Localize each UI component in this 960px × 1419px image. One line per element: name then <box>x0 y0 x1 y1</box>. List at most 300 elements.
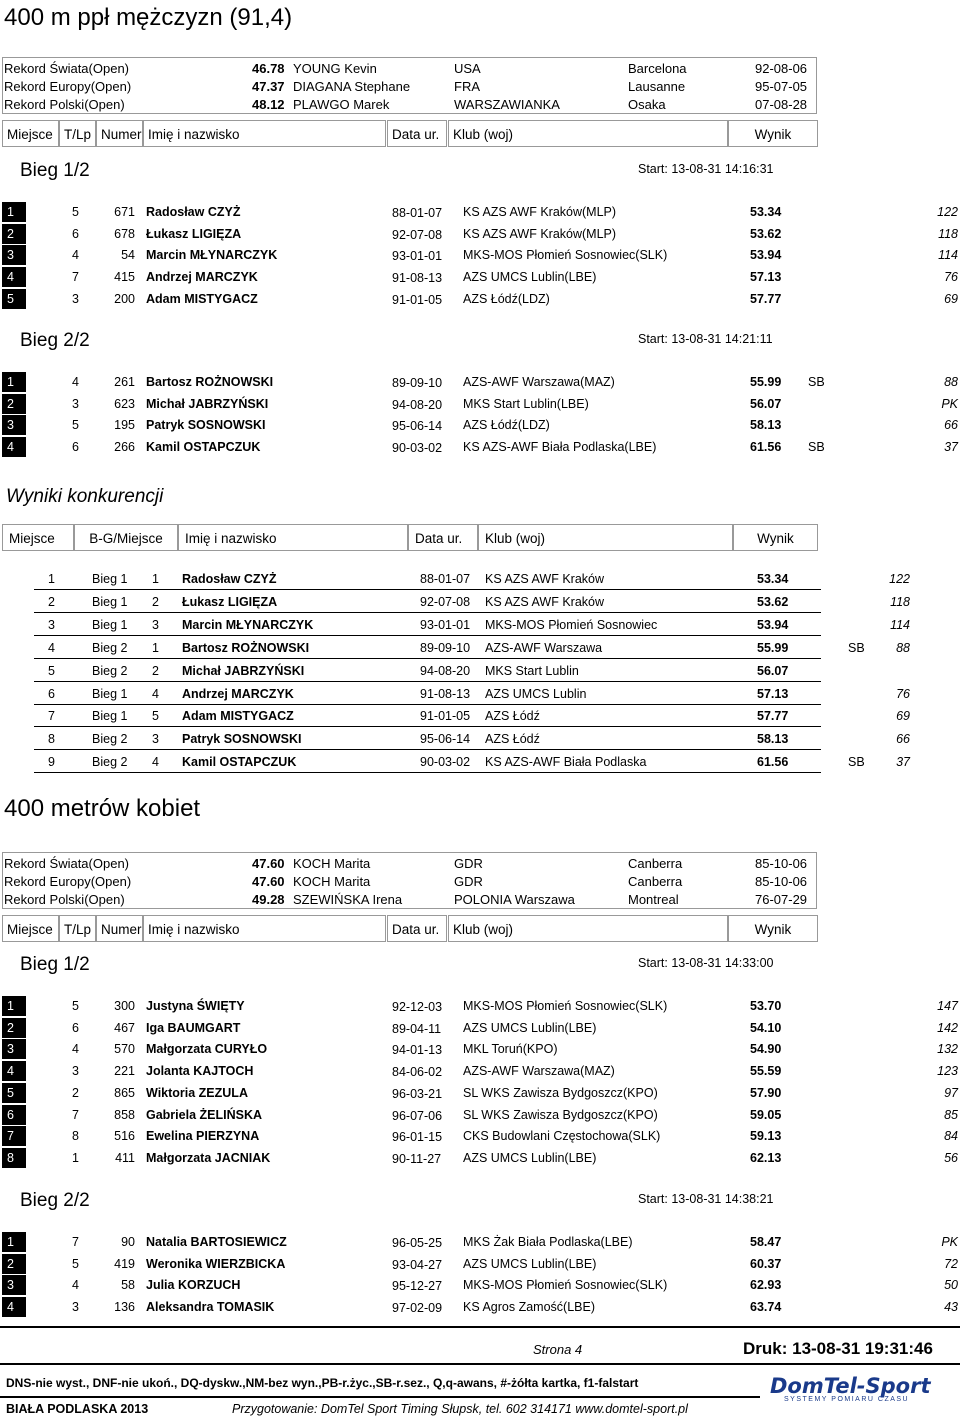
result: 59.13 <box>750 1129 782 1144</box>
points: 123 <box>937 1064 958 1079</box>
lane: 3 <box>72 1300 79 1315</box>
header-club: Klub (woj) <box>478 524 733 551</box>
club: AZS UMCS Lublin(LBE) <box>463 1150 597 1165</box>
header-name: Imię i nazwisko <box>143 915 386 942</box>
record-date: 07-08-28 <box>755 97 808 112</box>
result: 54.10 <box>750 1020 782 1035</box>
club: AZS Łódź <box>485 732 540 747</box>
birth-date: 95-06-14 <box>420 732 471 747</box>
bib-number: 200 <box>114 291 135 306</box>
bib-number: 261 <box>114 375 135 389</box>
result-note: SB <box>808 440 825 455</box>
record-label: Rekord Świata(Open) <box>4 61 129 76</box>
club: MKS Start Lublin <box>485 663 579 678</box>
record-result: 48.12 <box>252 97 285 112</box>
result: 58.13 <box>750 418 782 433</box>
row-rule <box>34 749 821 750</box>
points: 37 <box>896 755 910 770</box>
heat-place: 4 <box>152 755 159 770</box>
competition-results-title: Wyniki konkurencji <box>6 486 164 507</box>
club: KS AZS AWF Kraków(MLP) <box>463 205 617 219</box>
club: KS AZS AWF Kraków <box>485 594 605 609</box>
athlete-name: Patryk SOSNOWSKI <box>182 732 302 747</box>
bib-number: 266 <box>114 440 135 455</box>
lane: 5 <box>72 999 79 1013</box>
result: 61.56 <box>750 440 782 455</box>
birth-date: 91-08-13 <box>392 271 443 286</box>
result: 55.99 <box>757 640 789 655</box>
birth-date: 91-01-05 <box>392 292 443 307</box>
place-badge: 8 <box>2 1148 26 1168</box>
place-badge: 2 <box>2 224 26 244</box>
place-badge: 4 <box>2 1297 26 1317</box>
result: 53.34 <box>750 205 782 219</box>
heat-start-time: Start: 13-08-31 14:38:21 <box>638 1192 774 1206</box>
header-dob: Data ur. <box>387 120 447 147</box>
place-badge: 3 <box>2 1039 26 1059</box>
preparation-credit: Przygotowanie: DomTel Sport Timing Słupsk, tel. 602 314171 www.domtel-sport.pl <box>232 1402 688 1416</box>
row-rule <box>34 658 821 659</box>
birth-date: 88-01-07 <box>420 572 471 586</box>
athlete-name: Adam MISTYGACZ <box>146 291 258 306</box>
birth-date: 93-01-01 <box>420 617 471 632</box>
record-label: Rekord Świata(Open) <box>4 856 129 871</box>
birth-date: 96-03-21 <box>392 1086 443 1101</box>
heat-place: 1 <box>152 572 159 586</box>
header-result: Wynik <box>728 120 818 147</box>
record-date: 85-10-06 <box>755 874 808 889</box>
athlete-name: Gabriela ŻELIŃSKA <box>146 1107 262 1122</box>
row-rule <box>34 589 821 590</box>
record-date: 95-07-05 <box>755 79 808 94</box>
heat-name: Bieg 2 <box>92 640 128 655</box>
lane: 3 <box>72 396 79 411</box>
birth-date: 92-12-03 <box>392 1000 443 1014</box>
record-date: 76-07-29 <box>755 892 808 907</box>
lane: 4 <box>72 248 79 263</box>
result-note: SB <box>848 640 865 655</box>
result: 53.70 <box>750 999 782 1013</box>
header-heat-place: B-G/Miejsce <box>74 524 178 551</box>
points: 147 <box>937 999 958 1013</box>
heat-title: Bieg 1/2 <box>20 954 90 975</box>
row-rule <box>34 726 821 727</box>
birth-date: 96-07-06 <box>392 1108 443 1123</box>
bib-number: 865 <box>114 1085 135 1100</box>
club: AZS Łódź(LDZ) <box>463 418 550 433</box>
place-badge: 3 <box>2 1275 26 1295</box>
place: 3 <box>48 617 55 632</box>
heat-name: Bieg 2 <box>92 755 128 770</box>
result: 62.93 <box>750 1278 782 1293</box>
birth-date: 95-06-14 <box>392 419 443 434</box>
bib-number: 419 <box>114 1256 135 1271</box>
heat-place: 3 <box>152 617 159 632</box>
row-rule <box>34 772 821 773</box>
points: PK <box>941 396 958 411</box>
result: 55.99 <box>750 375 782 389</box>
bib-number: 300 <box>114 999 135 1013</box>
birth-date: 93-01-01 <box>392 249 443 264</box>
bib-number: 858 <box>114 1107 135 1122</box>
record-country: POLONIA Warszawa <box>454 892 575 907</box>
record-city: Montreal <box>628 892 679 907</box>
place-badge: 6 <box>2 1105 26 1125</box>
points: 50 <box>944 1278 958 1293</box>
lane: 3 <box>72 291 79 306</box>
athlete-name: Michał JABRZYŃSKI <box>182 663 305 678</box>
record-name: PLAWGO Marek <box>293 97 390 112</box>
points: 56 <box>944 1150 958 1165</box>
result: 57.77 <box>757 709 789 724</box>
place-badge: 1 <box>2 372 26 392</box>
points: 132 <box>937 1042 958 1057</box>
club: MKS Żak Biała Podlaska(LBE) <box>463 1235 633 1249</box>
heat-start-time: Start: 13-08-31 14:33:00 <box>638 956 774 970</box>
place-badge: 2 <box>2 394 26 414</box>
points: 66 <box>944 418 958 433</box>
athlete-name: Andrzej MARCZYK <box>182 686 294 701</box>
bib-number: 90 <box>121 1235 135 1249</box>
heat-place: 2 <box>152 594 159 609</box>
place-badge: 1 <box>2 202 26 222</box>
record-city: Canberra <box>628 856 683 871</box>
place-badge: 2 <box>2 1254 26 1274</box>
record-date: 85-10-06 <box>755 856 808 871</box>
bib-number: 678 <box>114 226 135 241</box>
row-rule <box>34 635 821 636</box>
points: 69 <box>896 709 910 724</box>
athlete-name: Michał JABRZYŃSKI <box>146 396 269 411</box>
result: 57.77 <box>750 291 782 306</box>
record-name: KOCH Marita <box>293 856 371 871</box>
birth-date: 92-07-08 <box>420 594 471 609</box>
athlete-name: Jolanta KAJTOCH <box>146 1064 254 1079</box>
result: 53.94 <box>750 248 782 263</box>
result: 61.56 <box>757 755 789 770</box>
row-rule <box>34 704 821 705</box>
athlete-name: Kamil OSTAPCZUK <box>182 755 297 770</box>
record-label: Rekord Polski(Open) <box>4 892 125 907</box>
record-result: 47.60 <box>252 874 285 889</box>
place: 4 <box>48 640 55 655</box>
club: MKS-MOS Płomień Sosnowiec(SLK) <box>463 999 668 1013</box>
club: CKS Budowlani Częstochowa(SLK) <box>463 1129 661 1144</box>
club: AZS Łódź <box>485 709 540 724</box>
result: 63.74 <box>750 1300 782 1315</box>
place: 8 <box>48 732 55 747</box>
lane: 3 <box>72 1064 79 1079</box>
lane: 4 <box>72 1278 79 1293</box>
header-number: Numer <box>96 120 143 147</box>
heat-name: Bieg 1 <box>92 686 128 701</box>
club: AZS Łódź(LDZ) <box>463 291 550 306</box>
points: PK <box>941 1235 958 1249</box>
lane: 6 <box>72 1020 79 1035</box>
result: 58.13 <box>757 732 789 747</box>
footer-rule-top <box>0 1326 960 1328</box>
points: 122 <box>889 572 910 586</box>
bib-number: 467 <box>114 1020 135 1035</box>
club: MKL Toruń(KPO) <box>463 1042 558 1057</box>
header-place: Miejsce <box>2 524 74 551</box>
club: KS AZS AWF Kraków(MLP) <box>463 226 617 241</box>
result: 58.47 <box>750 1235 782 1249</box>
record-city: Barcelona <box>628 61 687 76</box>
points: 43 <box>944 1300 958 1315</box>
club: AZS-AWF Warszawa <box>485 640 603 655</box>
club: MKS-MOS Płomień Sosnowiec(SLK) <box>463 1278 668 1293</box>
heat-title: Bieg 1/2 <box>20 160 90 181</box>
heat-start-time: Start: 13-08-31 14:16:31 <box>638 162 774 176</box>
points: 37 <box>944 440 958 455</box>
club: KS Agros Zamość(LBE) <box>463 1300 595 1315</box>
points: 84 <box>944 1129 958 1144</box>
bib-number: 195 <box>114 418 135 433</box>
result-note: SB <box>848 755 865 770</box>
header-dob: Data ur. <box>408 524 478 551</box>
header-lane: T/Lp <box>59 120 96 147</box>
record-name: SZEWIŃSKA Irena <box>293 892 403 907</box>
header-lane: T/Lp <box>59 915 96 942</box>
place: 6 <box>48 686 55 701</box>
result: 55.59 <box>750 1064 782 1079</box>
club: AZS-AWF Warszawa(MAZ) <box>463 375 615 389</box>
heat-name: Bieg 1 <box>92 709 128 724</box>
athlete-name: Bartosz ROŻNOWSKI <box>182 640 310 655</box>
athlete-name: Marcin MŁYNARCZYK <box>146 248 278 263</box>
bib-number: 623 <box>114 396 135 411</box>
athlete-name: Radosław CZYŻ <box>146 205 241 219</box>
birth-date: 97-02-09 <box>392 1301 443 1316</box>
birth-date: 89-04-11 <box>392 1021 442 1036</box>
record-result: 47.60 <box>252 856 285 871</box>
lane: 7 <box>72 270 79 285</box>
result: 53.34 <box>757 572 789 586</box>
place-badge: 5 <box>2 1083 26 1103</box>
lane: 5 <box>72 205 79 219</box>
heat-place: 5 <box>152 709 159 724</box>
result: 53.62 <box>757 594 789 609</box>
result: 57.90 <box>750 1085 782 1100</box>
athlete-name: Małgorzata JACNIAK <box>146 1150 271 1165</box>
logo-text: DomTel-Sport <box>770 1374 931 1398</box>
birth-date: 92-07-08 <box>392 227 443 242</box>
athlete-name: Małgorzata CURYŁO <box>146 1042 268 1057</box>
place: 9 <box>48 755 55 770</box>
club: AZS UMCS Lublin(LBE) <box>463 270 597 285</box>
header-result: Wynik <box>728 915 818 942</box>
birth-date: 84-06-02 <box>392 1065 443 1080</box>
row-rule <box>34 612 821 613</box>
print-timestamp: Druk: 13-08-31 19:31:46 <box>743 1339 933 1358</box>
lane: 2 <box>72 1085 79 1100</box>
place-badge: 2 <box>2 1018 26 1038</box>
birth-date: 96-01-15 <box>392 1130 443 1145</box>
points: 142 <box>937 1020 958 1035</box>
heat-name: Bieg 1 <box>92 594 128 609</box>
club: MKS-MOS Płomień Sosnowiec <box>485 617 658 632</box>
lane: 5 <box>72 1256 79 1271</box>
birth-date: 94-08-20 <box>420 663 471 678</box>
result: 53.62 <box>750 226 782 241</box>
heat-place: 2 <box>152 663 159 678</box>
event-title-men: 400 m ppł mężczyzn (91,4) <box>4 4 293 31</box>
row-rule <box>34 681 821 682</box>
bib-number: 54 <box>121 248 135 263</box>
athlete-name: Adam MISTYGACZ <box>182 709 294 724</box>
lane: 7 <box>72 1107 79 1122</box>
club: MKS Start Lublin(LBE) <box>463 396 589 411</box>
record-label: Rekord Europy(Open) <box>4 874 132 889</box>
points: 85 <box>944 1107 958 1122</box>
points: 66 <box>896 732 910 747</box>
lane: 5 <box>72 418 79 433</box>
result: 53.94 <box>757 617 789 632</box>
result: 56.07 <box>757 663 789 678</box>
club: KS AZS-AWF Biała Podlaska <box>485 755 647 770</box>
birth-date: 96-05-25 <box>392 1236 443 1250</box>
header-dob: Data ur. <box>387 915 447 942</box>
athlete-name: Kamil OSTAPCZUK <box>146 440 261 455</box>
lane: 7 <box>72 1235 79 1249</box>
birth-date: 90-11-27 <box>392 1151 442 1166</box>
lane: 1 <box>72 1150 79 1165</box>
result: 62.13 <box>750 1150 782 1165</box>
heat-start-time: Start: 13-08-31 14:21:11 <box>638 332 773 346</box>
athlete-name: Łukasz LIGIĘZA <box>182 594 278 609</box>
footer-rule-middle <box>0 1363 960 1365</box>
header-club: Klub (woj) <box>448 120 728 147</box>
place: 5 <box>48 663 55 678</box>
club: MKS-MOS Płomień Sosnowiec(SLK) <box>463 248 668 263</box>
place-badge: 5 <box>2 289 26 309</box>
birth-date: 90-03-02 <box>420 755 471 770</box>
birth-date: 95-12-27 <box>392 1279 443 1294</box>
club: SL WKS Zawisza Bydgoszcz(KPO) <box>463 1107 658 1122</box>
place: 2 <box>48 594 55 609</box>
heat-place: 1 <box>152 640 159 655</box>
athlete-name: Ewelina PIERZYNA <box>146 1129 260 1144</box>
result: 59.05 <box>750 1107 782 1122</box>
club: KS AZS-AWF Biała Podlaska(LBE) <box>463 440 657 455</box>
record-country: GDR <box>454 874 483 889</box>
athlete-name: Aleksandra TOMASIK <box>146 1300 275 1315</box>
place-badge: 3 <box>2 245 26 265</box>
record-date: 92-08-06 <box>755 61 808 76</box>
points: 118 <box>938 226 958 241</box>
header-place: Miejsce <box>2 915 59 942</box>
bib-number: 58 <box>121 1278 135 1293</box>
result-note: SB <box>808 375 825 389</box>
points: 122 <box>937 205 958 219</box>
bib-number: 136 <box>114 1300 135 1315</box>
birth-date: 89-09-10 <box>392 376 443 390</box>
record-result: 47.37 <box>252 79 285 94</box>
result: 57.13 <box>757 686 789 701</box>
place-badge: 4 <box>2 267 26 287</box>
bib-number: 411 <box>115 1150 135 1165</box>
birth-date: 88-01-07 <box>392 206 443 220</box>
club: AZS UMCS Lublin(LBE) <box>463 1256 597 1271</box>
header-name: Imię i nazwisko <box>178 524 408 551</box>
record-city: Lausanne <box>628 79 686 94</box>
athlete-name: Iga BAUMGART <box>146 1020 241 1035</box>
header-club: Klub (woj) <box>448 915 728 942</box>
heat-name: Bieg 2 <box>92 732 128 747</box>
birth-date: 89-09-10 <box>420 640 471 655</box>
points: 118 <box>890 594 910 609</box>
athlete-name: Justyna ŚWIĘTY <box>146 999 245 1013</box>
points: 114 <box>938 248 958 263</box>
birth-date: 91-08-13 <box>420 686 471 701</box>
birth-date: 94-01-13 <box>392 1043 443 1058</box>
place: 1 <box>48 572 55 586</box>
record-label: Rekord Europy(Open) <box>4 79 132 94</box>
header-result: Wynik <box>733 524 818 551</box>
record-label: Rekord Polski(Open) <box>4 97 125 112</box>
heat-name: Bieg 1 <box>92 572 128 586</box>
athlete-name: Julia KORZUCH <box>146 1278 241 1293</box>
athlete-name: Bartosz ROŻNOWSKI <box>146 375 274 389</box>
record-country: USA <box>454 61 481 76</box>
page-number: Strona 4 <box>533 1342 583 1357</box>
result: 56.07 <box>750 396 782 411</box>
points: 72 <box>944 1256 958 1271</box>
athlete-name: Łukasz LIGIĘZA <box>146 226 242 241</box>
bib-number: 516 <box>114 1129 135 1144</box>
heat-name: Bieg 1 <box>92 617 128 632</box>
place-badge: 1 <box>2 996 26 1016</box>
header-name: Imię i nazwisko <box>143 120 386 147</box>
points: 88 <box>944 375 958 389</box>
event-location: BIAŁA PODLASKA 2013 <box>6 1402 149 1416</box>
record-name: YOUNG Kevin <box>293 61 377 76</box>
bib-number: 570 <box>114 1042 135 1057</box>
lane: 6 <box>72 226 79 241</box>
bib-number: 671 <box>114 205 135 219</box>
birth-date: 93-04-27 <box>392 1257 443 1272</box>
record-name: DIAGANA Stephane <box>293 79 411 94</box>
points: 114 <box>890 617 910 632</box>
lane: 6 <box>72 440 79 455</box>
record-result: 46.78 <box>252 61 285 76</box>
athlete-name: Patryk SOSNOWSKI <box>146 418 266 433</box>
lane: 4 <box>72 375 79 389</box>
heat-title: Bieg 2/2 <box>20 1190 90 1211</box>
club: KS AZS AWF Kraków <box>485 572 605 586</box>
birth-date: 94-08-20 <box>392 397 443 412</box>
bib-number: 415 <box>114 270 135 285</box>
athlete-name: Wiktoria ZEZULA <box>146 1085 248 1100</box>
result: 57.13 <box>750 270 782 285</box>
points: 88 <box>896 640 910 655</box>
heat-title: Bieg 2/2 <box>20 330 90 351</box>
heat-place: 4 <box>152 686 159 701</box>
place-badge: 4 <box>2 437 26 457</box>
birth-date: 90-03-02 <box>392 441 443 456</box>
header-number: Numer <box>96 915 143 942</box>
domtel-logo <box>770 1374 950 1408</box>
birth-date: 91-01-05 <box>420 709 471 724</box>
record-country: GDR <box>454 856 483 871</box>
club: AZS UMCS Lublin <box>485 686 587 701</box>
points: 76 <box>896 686 910 701</box>
place-badge: 3 <box>2 415 26 435</box>
club: AZS UMCS Lublin(LBE) <box>463 1020 597 1035</box>
athlete-name: Natalia BARTOSIEWICZ <box>146 1235 287 1249</box>
record-result: 49.28 <box>252 892 285 907</box>
